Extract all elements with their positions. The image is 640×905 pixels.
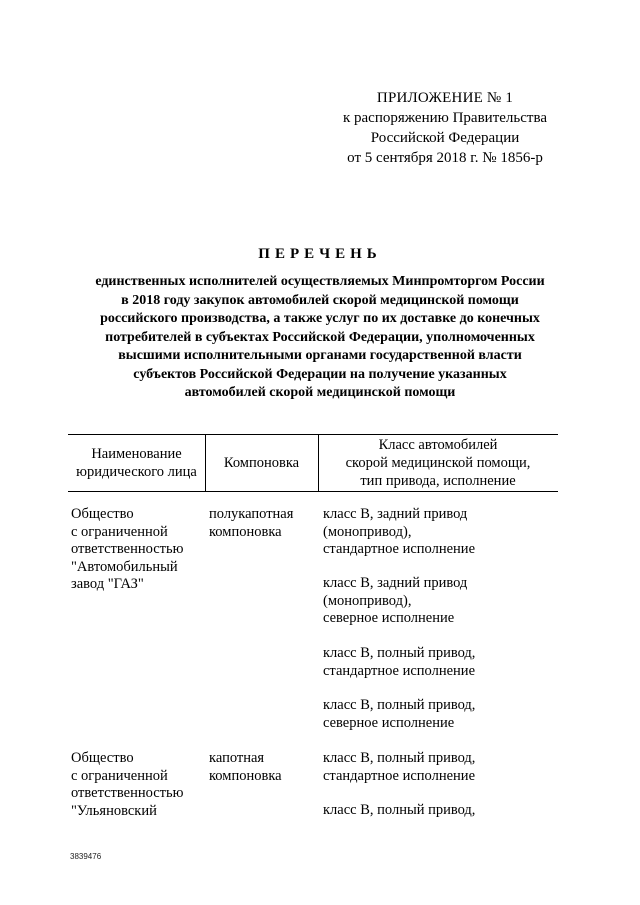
- class-line: класс В, задний привод: [323, 575, 468, 591]
- annex-authority: Российской Федерации: [370, 130, 520, 146]
- class-line: класс В, задний привод: [323, 506, 468, 522]
- class-line: класс В, полный привод,: [323, 697, 476, 713]
- subtitle-line: в 2018 году закупок автомобилей скорой медицинской помощи: [121, 292, 519, 308]
- row-1-entity: [71, 506, 205, 594]
- class-line: северное исполнение: [323, 610, 455, 626]
- class-line: стандартное исполнение: [323, 662, 476, 679]
- subtitle-line: потребителей в субъектах Российской Федерации, уполномоченных: [105, 329, 535, 345]
- row-1-class-4: [323, 697, 558, 732]
- table-header-rule: [68, 491, 558, 492]
- row-2-layout: [209, 750, 317, 785]
- entity-line: Общество: [71, 750, 134, 766]
- entity-line: ответственностью: [71, 785, 184, 801]
- header-class: [318, 434, 558, 491]
- document-title: ПЕРЕЧЕНЬ: [258, 246, 382, 262]
- header-line: Наименование: [91, 445, 182, 462]
- entity-line: завод "ГАЗ": [71, 576, 144, 592]
- class-line: класс В, полный привод,: [323, 802, 476, 818]
- row-1-layout: [209, 506, 317, 541]
- layout-line: полукапотная: [209, 506, 294, 522]
- annex-title: ПРИЛОЖЕНИЕ № 1: [376, 90, 514, 106]
- class-line: (монопривод),: [323, 523, 412, 540]
- annex-reference: к распоряжению Правительства: [342, 110, 547, 126]
- subtitle-line: высшими исполнительными органами государственной власти: [118, 348, 522, 363]
- entity-line: "Ульяновский: [71, 802, 157, 819]
- subtitle-line: автомобилей скорой медицинской помощи: [184, 385, 456, 400]
- header-entity: [68, 434, 205, 491]
- class-line: северное исполнение: [323, 714, 455, 731]
- header-line: Компоновка: [223, 454, 300, 471]
- subtitle-line: единственных исполнителей осуществляемых Минпромторгом России: [95, 274, 545, 289]
- header-line: юридического лица: [76, 463, 197, 480]
- row-1-class-2: [323, 575, 558, 628]
- entity-line: "Автомобильный: [71, 558, 178, 575]
- layout-line: компоновка: [209, 523, 282, 540]
- header-line: тип привода, исполнение: [360, 472, 516, 489]
- class-line: (монопривод),: [323, 592, 412, 609]
- subtitle-line: субъектов Российской Федерации на получение указанных: [133, 366, 507, 382]
- layout-line: капотная: [209, 750, 265, 766]
- class-line: стандартное исполнение: [323, 541, 476, 557]
- entity-line: ответственностью: [71, 541, 184, 557]
- annex-block: [330, 88, 560, 168]
- class-line: стандартное исполнение: [323, 767, 476, 784]
- entity-line: с ограниченной: [71, 523, 168, 540]
- header-line: Класс автомобилей: [378, 436, 498, 453]
- header-layout: [205, 434, 318, 491]
- document-subtitle: [60, 273, 580, 403]
- row-2-entity: [71, 750, 205, 820]
- entity-line: с ограниченной: [71, 767, 168, 784]
- layout-line: компоновка: [209, 767, 282, 784]
- row-1-class-1: [323, 506, 558, 559]
- row-2-class-2: [323, 802, 558, 820]
- header-line: скорой медицинской помощи,: [345, 454, 531, 471]
- subtitle-line: российского производства, а также услуг по их доставке до конечных: [100, 311, 540, 326]
- document-number: 3839476: [70, 852, 102, 861]
- class-line: класс В, полный привод,: [323, 645, 476, 661]
- annex-date-number: от 5 сентября 2018 г. № 1856-р: [347, 150, 543, 166]
- row-1-class-3: [323, 645, 558, 680]
- entity-line: Общество: [71, 506, 134, 522]
- class-line: класс В, полный привод,: [323, 750, 476, 766]
- row-2-class-1: [323, 750, 558, 785]
